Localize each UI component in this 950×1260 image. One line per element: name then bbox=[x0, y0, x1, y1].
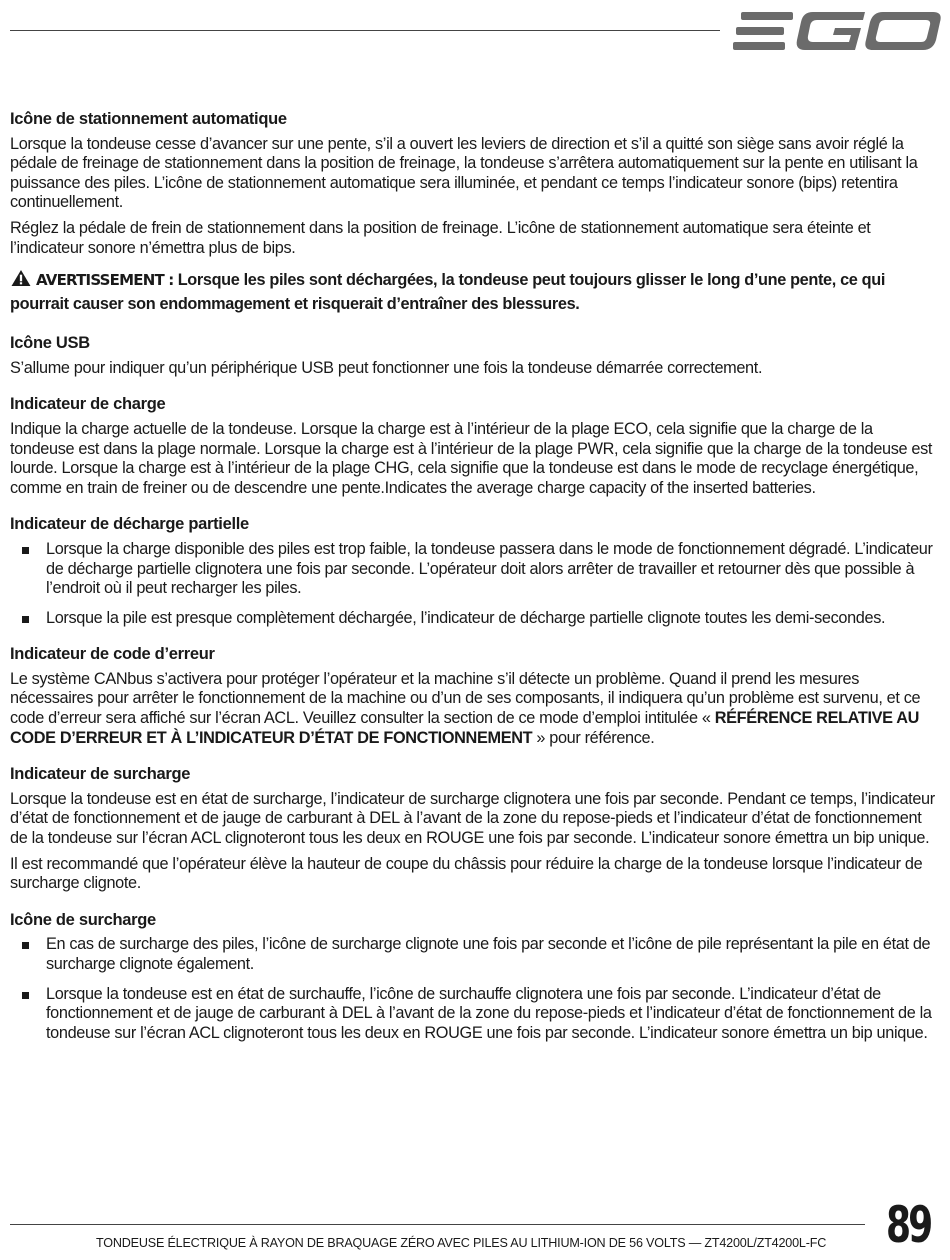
section-error-code bbox=[10, 645, 940, 748]
footer-rule bbox=[10, 1224, 865, 1225]
text-run: Le système CANbus s’activera pour protéger l’opérateur et la machine s’il détecte un problème. Quand il prend les mesures nécessaires pour arrêter le fonctionnement de la machine ou d’un de ses composants, il indiquera qu’un problème est survenu, et ce code d’erreur sera affiché sur l’écran ACL. Veuillez consulter la section de ce mode d’emploi intitulée « bbox=[10, 669, 921, 728]
section-charge bbox=[10, 395, 940, 498]
section-title: Icône de stationnement automatique bbox=[10, 110, 287, 128]
bullet-list bbox=[10, 540, 940, 628]
page-number: 89 bbox=[886, 1196, 931, 1254]
bullet-list bbox=[10, 935, 940, 1043]
paragraph: Lorsque la tondeuse est en état de surcharge, l’indicateur de surcharge clignotera une fois par seconde. Pendant ce temps, l’indicateur d’état de fonctionnement et de jauge de carburant à DEL à l’avant de la zone du repose-pieds et l’indicateur d’état de fonctionnement de la tondeuse sur l’écran ACL clignoteront tous les deux en ROUGE une fois par seconde. L’indicateur sonore émettra un bip unique. bbox=[10, 789, 935, 848]
section-title: Indicateur de surcharge bbox=[10, 765, 191, 784]
footer-text: TONDEUSE ÉLECTRIQUE À RAYON DE BRAQUAGE ZÉRO AVEC PILES AU LITHIUM-ION DE 56 VOLTS — ZT4200L/ZT4200L-FC bbox=[96, 1236, 827, 1250]
warning-label: AVERTISSEMENT : bbox=[36, 271, 174, 290]
paragraph bbox=[10, 670, 940, 748]
list-item: Lorsque la charge disponible des piles est trop faible, la tondeuse passera dans le mode de fonctionnement dégradé. L’indicateur de décharge partielle clignotera une fois par seconde. L’opérateur doit alors arrêter de travailler et retourner dès que possible à l’endroit où il peut recharger les piles. bbox=[10, 540, 940, 599]
section-title: Indicateur de charge bbox=[10, 395, 166, 414]
main-content bbox=[10, 110, 940, 1060]
section-overload-icon bbox=[10, 911, 940, 1044]
paragraph: Réglez la pédale de frein de stationnement dans la position de freinage. L’icône de stationnement automatique sera éteinte et l’indicateur sonore n’émettra plus de bips. bbox=[10, 218, 871, 257]
warning-triangle-icon bbox=[10, 269, 32, 287]
paragraph: S’allume pour indiquer qu’un périphérique USB peut fonctionner une fois la tondeuse démarrée correctement. bbox=[10, 358, 763, 377]
section-title: Indicateur de décharge partielle bbox=[10, 515, 249, 534]
paragraph: Lorsque la tondeuse cesse d’avancer sur une pente, s’il a ouvert les leviers de direction et s’il a quitté son siège sans avoir réglé la pédale de freinage de stationnement dans la position de freinage, la tondeuse s’arrêtera automatiquement sur la pente en utilisant la puissance des piles. L’icône de stationnement automatique sera illuminée, et pendant ce temps l’indicateur sonore (bips) retentira continuellement. bbox=[10, 134, 918, 212]
section-usb bbox=[10, 334, 940, 378]
ego-logo bbox=[733, 6, 941, 56]
section-title: Indicateur de code d’erreur bbox=[10, 645, 215, 664]
paragraph: Indique la charge actuelle de la tondeuse. Lorsque la charge est à l’intérieur de la plage ECO, cela signifie que la charge de la tondeuse est dans la plage normale. Lorsque la charge est à l’intérieur de la plage PWR, cela signifie que la charge de la tondeuse est lourde. Lorsque la charge est à l’intérieur de la plage CHG, cela signifie que la tondeuse est dans le mode de recyclage énergétique, comme en train de freiner ou de descendre une pente.Indicates the average charge capacity of the inserted batteries. bbox=[10, 419, 933, 497]
cross-reference: RÉFÉRENCE RELATIVE AU CODE D’ERREUR ET À L’INDICATEUR D’ÉTAT DE FONCTIONNEMENT bbox=[10, 709, 920, 747]
warning-notice bbox=[10, 268, 940, 316]
list-item: Lorsque la tondeuse est en état de surchauffe, l’icône de surchauffe clignotera une fois par seconde. L’indicateur d’état de fonctionnement et de jauge de carburant à DEL à l’avant de la zone du repose-pieds et l’indicateur d’état de fonctionnement de la tondeuse sur l’écran ACL clignoteront tous les deux en ROUGE une fois par seconde. L’indicateur sonore émettra un bip unique. bbox=[10, 985, 940, 1044]
section-partial-discharge bbox=[10, 515, 940, 628]
section-auto-park bbox=[10, 110, 940, 316]
text-run: » pour référence. bbox=[532, 728, 655, 747]
paragraph: Il est recommandé que l’opérateur élève la hauteur de coupe du châssis pour réduire la charge de la tondeuse lorsque l’indicateur de surcharge clignote. bbox=[10, 854, 923, 893]
header-rule bbox=[10, 30, 720, 31]
section-title: Icône de surcharge bbox=[10, 910, 156, 929]
list-item: Lorsque la pile est presque complètement déchargée, l’indicateur de décharge partielle clignote toutes les demi-secondes. bbox=[10, 609, 940, 629]
warning-text: Lorsque les piles sont déchargées, la tondeuse peut toujours glisser le long d’une pente, ce qui pourrait causer son endommagement et risquerait d’entraîner des blessures. bbox=[10, 271, 886, 314]
section-title: Icône USB bbox=[10, 334, 90, 353]
section-overload bbox=[10, 765, 940, 894]
list-item: En cas de surcharge des piles, l’icône de surcharge clignote une fois par seconde et l’icône de pile représentant la pile en état de surcharge clignote également. bbox=[10, 935, 940, 974]
